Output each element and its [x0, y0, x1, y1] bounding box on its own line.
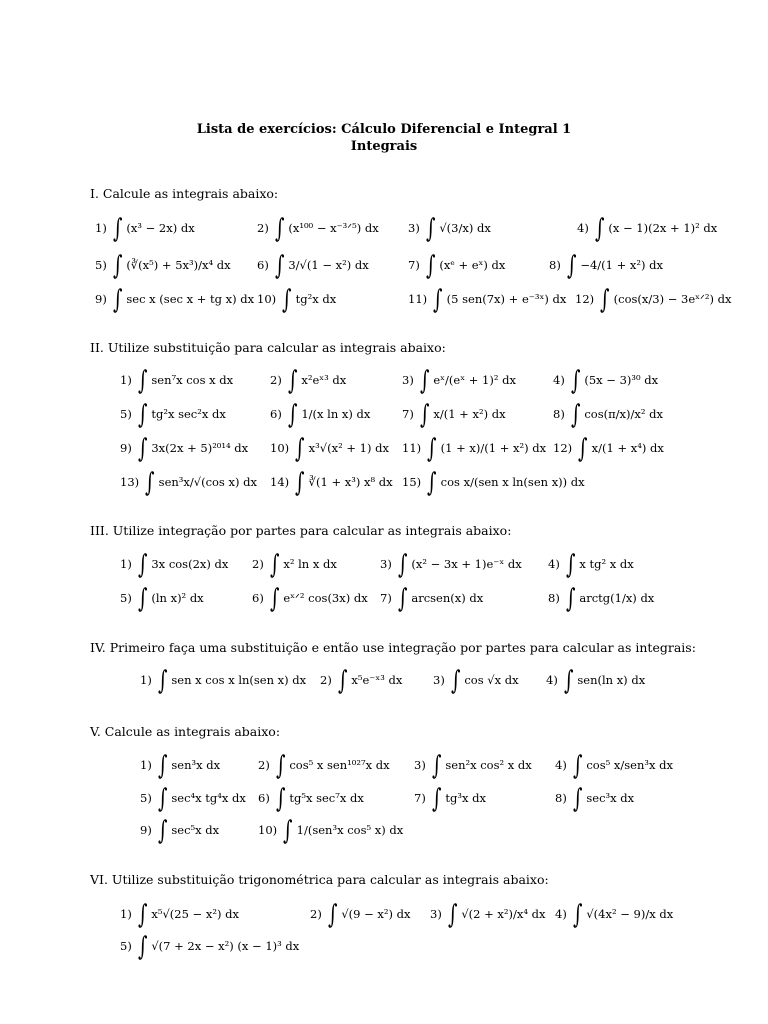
exercise-item: 4) ∫ (5x − 3)³⁰ dx: [553, 366, 659, 396]
exercise-item: 12) ∫ x/(1 + x⁴) dx: [553, 434, 664, 464]
exercise-item: 9) ∫ sec x (sec x + tg x) dx: [95, 285, 255, 315]
exercise-item: 10) ∫ 1/(sen³x cos⁵ x) dx: [258, 816, 404, 846]
document-title: Lista de exercícios: Cálculo Diferencial e Integral 1: [196, 122, 572, 137]
exercise-item: 7) ∫ arcsen(x) dx: [380, 584, 484, 614]
section-heading: V. Calcule as integrais abaixo:: [90, 724, 281, 739]
exercise-item: 2) ∫ cos⁵ x sen¹⁰²⁷x dx: [258, 751, 390, 781]
exercise-item: 4) ∫ (x − 1)(2x + 1)² dx: [577, 214, 718, 244]
exercise-item: 2) ∫ x⁵e⁻ˣ³ dx: [320, 666, 403, 696]
exercise-item: 10) ∫ x³√(x² + 1) dx: [270, 434, 389, 464]
section-heading: II. Utilize substituição para calcular as integrais abaixo:: [90, 340, 446, 355]
exercise-item: 5) ∫ sec⁴x tg⁴x dx: [140, 784, 246, 814]
exercise-item: 2) ∫ x²eˣ³ dx: [270, 366, 347, 396]
exercise-item: 6) ∫ tg⁵x sec⁷x dx: [258, 784, 364, 814]
exercise-item: 2) ∫ x² ln x dx: [252, 550, 337, 580]
exercise-item: 7) ∫ tg³x dx: [414, 784, 486, 814]
exercise-item: 9) ∫ 3x(2x + 5)²⁰¹⁴ dx: [120, 434, 249, 464]
exercise-item: 11) ∫ (1 + x)/(1 + x²) dx: [402, 434, 547, 464]
exercise-item: 1) ∫ sen³x dx: [140, 751, 221, 781]
exercise-item: 2) ∫ √(9 − x²) dx: [310, 900, 411, 930]
exercise-item: 2) ∫ (x¹⁰⁰ − x⁻³ᐟ⁵) dx: [257, 214, 379, 244]
section-heading: I. Calcule as integrais abaixo:: [90, 186, 279, 201]
document-subtitle: Integrais: [350, 139, 418, 154]
exercise-item: 4) ∫ √(4x² − 9)/x dx: [555, 900, 674, 930]
exercise-item: 5) ∫ (ln x)² dx: [120, 584, 204, 614]
exercise-item: 3) ∫ cos √x dx: [433, 666, 519, 696]
exercise-item: 5) ∫ tg²x sec²x dx: [120, 400, 226, 430]
exercise-item: 7) ∫ (xᵉ + eˣ) dx: [408, 251, 506, 281]
exercise-item: 3) ∫ sen²x cos² x dx: [414, 751, 532, 781]
exercise-item: 11) ∫ (5 sen(7x) + e⁻³ˣ) dx: [408, 285, 567, 315]
exercise-item: 5) ∫ (∛(x⁵) + 5x³)/x⁴ dx: [95, 251, 231, 281]
exercise-item: 4) ∫ cos⁵ x/sen³x dx: [555, 751, 673, 781]
exercise-item: 6) ∫ 1/(x ln x) dx: [270, 400, 371, 430]
section-heading: III. Utilize integração por partes para calcular as integrais abaixo:: [90, 523, 512, 538]
section-heading: VI. Utilize substituição trigonométrica para calcular as integrais abaixo:: [90, 872, 549, 887]
exercise-item: 12) ∫ (cos(x/3) − 3eˣᐟ²) dx: [575, 285, 732, 315]
exercise-item: 7) ∫ x/(1 + x²) dx: [402, 400, 506, 430]
exercise-item: 13) ∫ sen³x/√(cos x) dx: [120, 468, 257, 498]
exercise-item: 10) ∫ tg²x dx: [257, 285, 337, 315]
exercise-item: 1) ∫ x⁵√(25 − x²) dx: [120, 900, 239, 930]
section-heading: IV. Primeiro faça uma substituição e então use integração por partes para calcular as integrais:: [90, 640, 696, 655]
exercise-item: 1) ∫ 3x cos(2x) dx: [120, 550, 229, 580]
exercise-item: 3) ∫ (x² − 3x + 1)e⁻ˣ dx: [380, 550, 522, 580]
exercise-item: 15) ∫ cos x/(sen x ln(sen x)) dx: [402, 468, 585, 498]
exercise-item: 3) ∫ √(3/x) dx: [408, 214, 491, 244]
exercise-item: 3) ∫ eˣ/(eˣ + 1)² dx: [402, 366, 516, 396]
exercise-item: 8) ∫ sec³x dx: [555, 784, 635, 814]
exercise-item: 6) ∫ 3/√(1 − x²) dx: [257, 251, 369, 281]
exercise-item: 1) ∫ sen x cos x ln(sen x) dx: [140, 666, 307, 696]
exercise-item: 8) ∫ −4/(1 + x²) dx: [549, 251, 664, 281]
exercise-item: 5) ∫ √(7 + 2x − x²) (x − 1)³ dx: [120, 932, 300, 962]
exercise-item: 6) ∫ eˣᐟ² cos(3x) dx: [252, 584, 368, 614]
exercise-item: 4) ∫ x tg² x dx: [548, 550, 634, 580]
exercise-item: 9) ∫ sec⁵x dx: [140, 816, 220, 846]
exercise-item: 1) ∫ (x³ − 2x) dx: [95, 214, 195, 244]
exercise-item: 3) ∫ √(2 + x²)/x⁴ dx: [430, 900, 546, 930]
exercise-item: 8) ∫ cos(π/x)/x² dx: [553, 400, 663, 430]
exercise-item: 1) ∫ sen⁷x cos x dx: [120, 366, 234, 396]
exercise-item: 4) ∫ sen(ln x) dx: [546, 666, 646, 696]
exercise-item: 14) ∫ ∛(1 + x³) x⁸ dx: [270, 468, 393, 498]
exercise-item: 8) ∫ arctg(1/x) dx: [548, 584, 655, 614]
